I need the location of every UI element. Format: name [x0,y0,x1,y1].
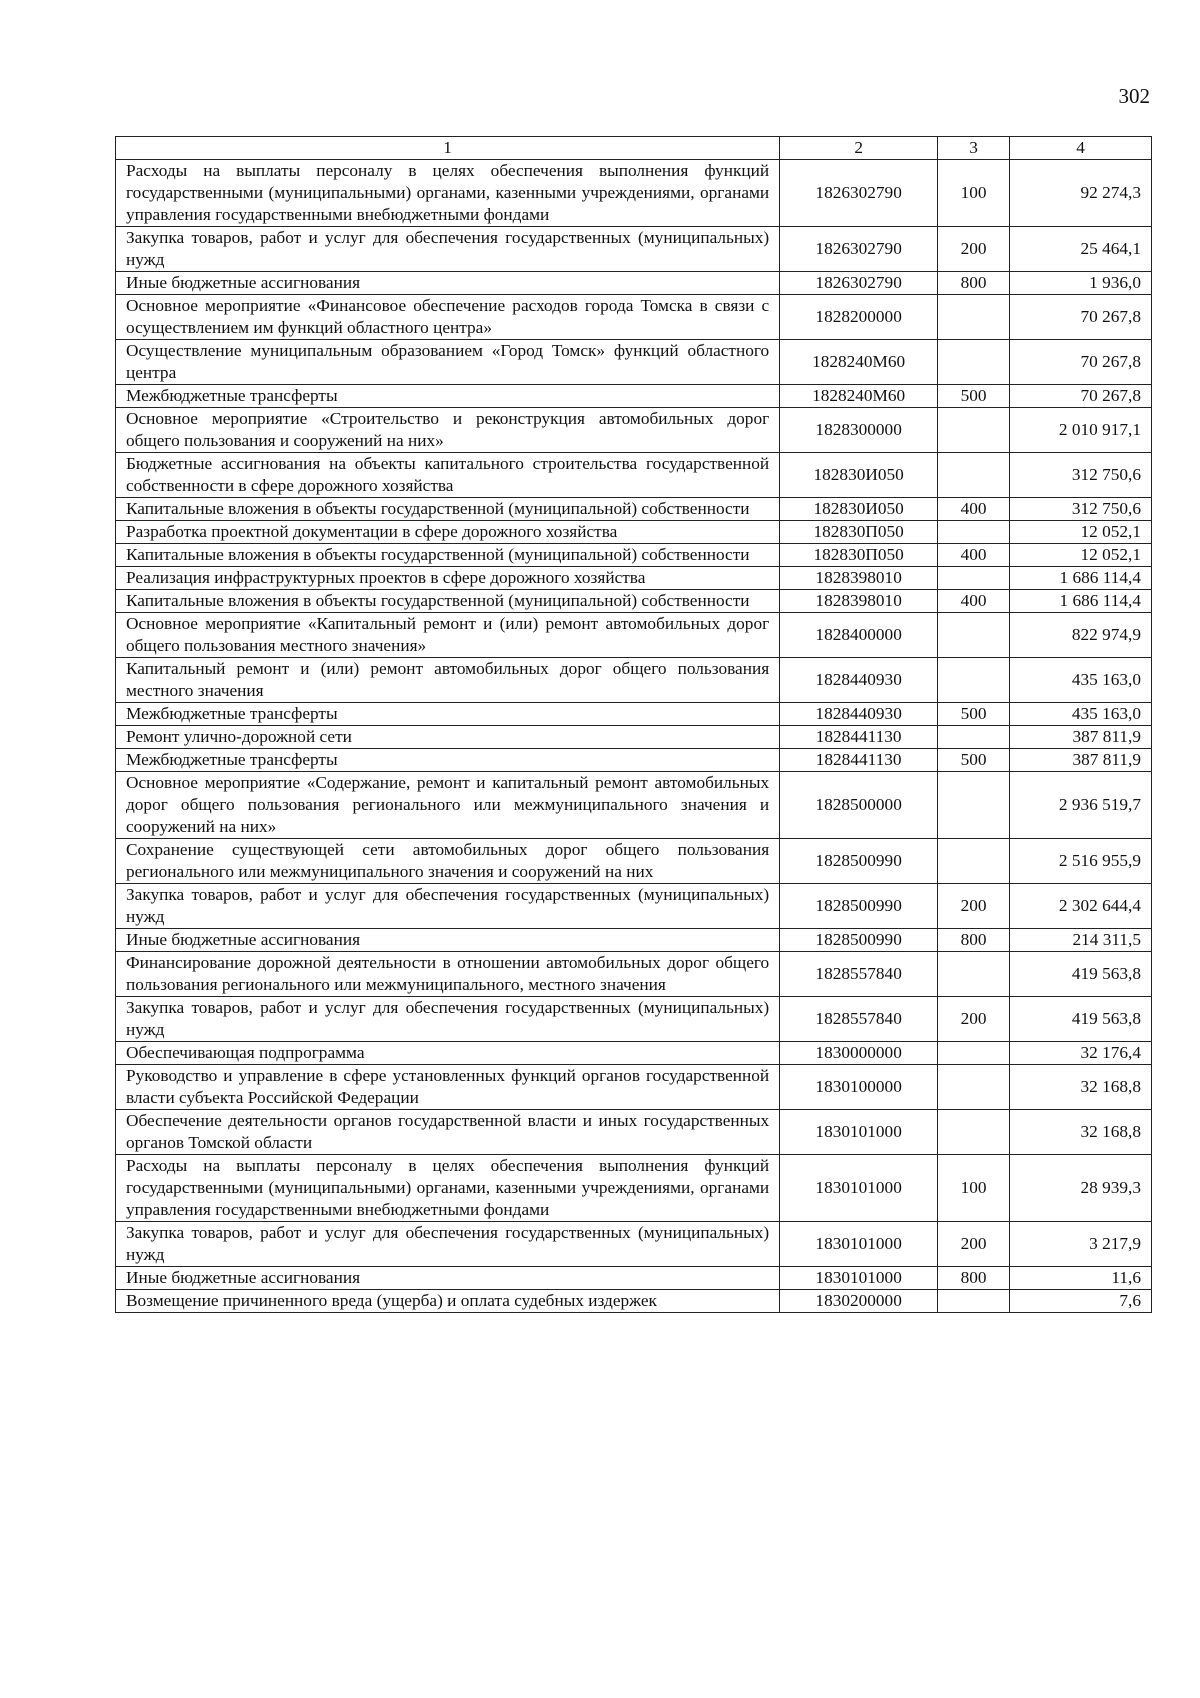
row-expense-type [938,1290,1010,1313]
row-code: 182830И050 [780,498,938,521]
row-expense-type [938,1110,1010,1155]
row-amount: 1 936,0 [1010,272,1152,295]
row-description: Закупка товаров, работ и услуг для обеспечения государственных (муниципальных) нужд [116,997,780,1042]
row-amount: 387 811,9 [1010,726,1152,749]
row-amount: 32 168,8 [1010,1065,1152,1110]
row-expense-type [938,613,1010,658]
row-code: 1830101000 [780,1222,938,1267]
row-amount: 92 274,3 [1010,160,1152,227]
row-amount: 1 686 114,4 [1010,590,1152,613]
table-row [116,408,1152,453]
table-row [116,1155,1152,1222]
row-description: Межбюджетные трансферты [116,703,780,726]
row-amount: 11,6 [1010,1267,1152,1290]
row-description: Основное мероприятие «Содержание, ремонт и капитальный ремонт автомобильных дорог общего пользования регионального или межмуниципального значения и сооружений на них» [116,772,780,839]
row-expense-type: 200 [938,227,1010,272]
table-row [116,567,1152,590]
row-code: 1828441130 [780,749,938,772]
table-row [116,521,1152,544]
row-code: 1828441130 [780,726,938,749]
row-code: 1826302790 [780,272,938,295]
row-description: Расходы на выплаты персоналу в целях обеспечения выполнения функций государственными (муниципальными) органами, казенными учреждениями, органами управления государственными внебюджетными фондами [116,1155,780,1222]
row-expense-type [938,567,1010,590]
table-row [116,1267,1152,1290]
table-row [116,839,1152,884]
table-row [116,703,1152,726]
row-description: Основное мероприятие «Финансовое обеспечение расходов города Томска в связи с осуществлением им функций областного центра» [116,295,780,340]
table-row [116,658,1152,703]
row-amount: 32 168,8 [1010,1110,1152,1155]
row-description: Финансирование дорожной деятельности в отношении автомобильных дорог общего пользования регионального или межмуниципального, местного значения [116,952,780,997]
row-description: Реализация инфраструктурных проектов в сфере дорожного хозяйства [116,567,780,590]
row-amount: 214 311,5 [1010,929,1152,952]
table-row [116,544,1152,567]
row-description: Обеспечивающая подпрограмма [116,1042,780,1065]
row-description: Межбюджетные трансферты [116,749,780,772]
row-code: 1830101000 [780,1267,938,1290]
table-row [116,498,1152,521]
row-amount: 435 163,0 [1010,658,1152,703]
table-row [116,929,1152,952]
row-amount: 28 939,3 [1010,1155,1152,1222]
row-expense-type: 200 [938,1222,1010,1267]
row-code: 1828200000 [780,295,938,340]
row-expense-type: 400 [938,498,1010,521]
row-description: Иные бюджетные ассигнования [116,929,780,952]
table-row [116,385,1152,408]
row-code: 1828557840 [780,952,938,997]
header-row [116,137,1152,160]
row-expense-type [938,726,1010,749]
row-code: 1828400000 [780,613,938,658]
row-description: Капитальный ремонт и (или) ремонт автомобильных дорог общего пользования местного значения [116,658,780,703]
row-amount: 32 176,4 [1010,1042,1152,1065]
table-row [116,1290,1152,1313]
table-row [116,613,1152,658]
row-code: 1828500000 [780,772,938,839]
table-row [116,453,1152,498]
row-amount: 312 750,6 [1010,498,1152,521]
table-row [116,997,1152,1042]
row-amount: 312 750,6 [1010,453,1152,498]
row-code: 1828500990 [780,839,938,884]
row-code: 1828240М60 [780,385,938,408]
row-description: Закупка товаров, работ и услуг для обеспечения государственных (муниципальных) нужд [116,884,780,929]
header-col-1: 1 [116,137,780,160]
row-code: 182830П050 [780,521,938,544]
row-code: 1828440930 [780,703,938,726]
row-amount: 2 010 917,1 [1010,408,1152,453]
row-description: Капитальные вложения в объекты государственной (муниципальной) собственности [116,590,780,613]
table-row [116,1065,1152,1110]
header-col-2: 2 [780,137,938,160]
row-code: 1828557840 [780,997,938,1042]
row-amount: 387 811,9 [1010,749,1152,772]
row-description: Иные бюджетные ассигнования [116,272,780,295]
header-col-4: 4 [1010,137,1152,160]
row-code: 1828398010 [780,590,938,613]
row-description: Сохранение существующей сети автомобильных дорог общего пользования регионального или межмуниципального значения и сооружений на них [116,839,780,884]
row-description: Закупка товаров, работ и услуг для обеспечения государственных (муниципальных) нужд [116,227,780,272]
row-description: Капитальные вложения в объекты государственной (муниципальной) собственности [116,544,780,567]
row-expense-type: 100 [938,160,1010,227]
row-expense-type [938,408,1010,453]
row-code: 1830101000 [780,1155,938,1222]
row-description: Расходы на выплаты персоналу в целях обеспечения выполнения функций государственными (муниципальными) органами, казенными учреждениями, органами управления государственными внебюджетными фондами [116,160,780,227]
row-expense-type [938,839,1010,884]
row-code: 1828300000 [780,408,938,453]
page-number: 302 [1118,84,1150,108]
row-amount: 3 217,9 [1010,1222,1152,1267]
row-code: 1830200000 [780,1290,938,1313]
row-amount: 70 267,8 [1010,295,1152,340]
row-code: 1828240М60 [780,340,938,385]
row-code: 1828500990 [780,929,938,952]
row-expense-type [938,521,1010,544]
row-description: Основное мероприятие «Капитальный ремонт и (или) ремонт автомобильных дорог общего пользования местного значения» [116,613,780,658]
row-description: Разработка проектной документации в сфере дорожного хозяйства [116,521,780,544]
row-code: 182830П050 [780,544,938,567]
row-expense-type: 500 [938,703,1010,726]
table-row [116,1042,1152,1065]
row-description: Капитальные вложения в объекты государственной (муниципальной) собственности [116,498,780,521]
row-amount: 419 563,8 [1010,952,1152,997]
header-col-3: 3 [938,137,1010,160]
row-expense-type [938,772,1010,839]
row-description: Обеспечение деятельности органов государственной власти и иных государственных органов Томской области [116,1110,780,1155]
row-description: Межбюджетные трансферты [116,385,780,408]
row-amount: 1 686 114,4 [1010,567,1152,590]
row-amount: 70 267,8 [1010,340,1152,385]
row-expense-type [938,295,1010,340]
table-row [116,160,1152,227]
row-code: 1828398010 [780,567,938,590]
row-expense-type: 200 [938,884,1010,929]
row-expense-type: 800 [938,929,1010,952]
row-code: 1826302790 [780,227,938,272]
row-expense-type: 100 [938,1155,1010,1222]
row-code: 1830100000 [780,1065,938,1110]
row-code: 1828500990 [780,884,938,929]
row-amount: 70 267,8 [1010,385,1152,408]
table-row [116,1222,1152,1267]
row-expense-type [938,1065,1010,1110]
row-expense-type [938,952,1010,997]
row-expense-type: 400 [938,590,1010,613]
row-description: Закупка товаров, работ и услуг для обеспечения государственных (муниципальных) нужд [116,1222,780,1267]
row-expense-type: 400 [938,544,1010,567]
row-amount: 25 464,1 [1010,227,1152,272]
row-code: 1828440930 [780,658,938,703]
table-header [116,137,1152,160]
row-description: Ремонт улично-дорожной сети [116,726,780,749]
row-code: 182830И050 [780,453,938,498]
table-row [116,1110,1152,1155]
row-expense-type: 500 [938,385,1010,408]
row-expense-type [938,453,1010,498]
row-code: 1830101000 [780,1110,938,1155]
row-expense-type [938,1042,1010,1065]
table-row [116,272,1152,295]
row-code: 1830000000 [780,1042,938,1065]
row-amount: 12 052,1 [1010,544,1152,567]
row-expense-type: 800 [938,1267,1010,1290]
row-expense-type [938,658,1010,703]
row-amount: 2 302 644,4 [1010,884,1152,929]
row-description: Возмещение причиненного вреда (ущерба) и оплата судебных издержек [116,1290,780,1313]
table-row [116,726,1152,749]
row-amount: 822 974,9 [1010,613,1152,658]
row-expense-type [938,340,1010,385]
row-amount: 2 936 519,7 [1010,772,1152,839]
row-expense-type: 800 [938,272,1010,295]
row-amount: 7,6 [1010,1290,1152,1313]
row-code: 1826302790 [780,160,938,227]
table-row [116,749,1152,772]
table-row [116,884,1152,929]
row-amount: 435 163,0 [1010,703,1152,726]
row-description: Основное мероприятие «Строительство и реконструкция автомобильных дорог общего пользования и сооружений на них» [116,408,780,453]
table-body [116,160,1152,1313]
table-row [116,952,1152,997]
row-amount: 12 052,1 [1010,521,1152,544]
row-amount: 2 516 955,9 [1010,839,1152,884]
row-description: Осуществление муниципальным образованием «Город Томск» функций областного центра [116,340,780,385]
row-amount: 419 563,8 [1010,997,1152,1042]
table-row [116,295,1152,340]
table-row [116,590,1152,613]
table-row [116,340,1152,385]
row-expense-type: 500 [938,749,1010,772]
table-row [116,772,1152,839]
row-description: Бюджетные ассигнования на объекты капитального строительства государственной собственности в сфере дорожного хозяйства [116,453,780,498]
row-expense-type: 200 [938,997,1010,1042]
budget-table [115,136,1152,1313]
table-row [116,227,1152,272]
row-description: Иные бюджетные ассигнования [116,1267,780,1290]
row-description: Руководство и управление в сфере установленных функций органов государственной власти субъекта Российской Федерации [116,1065,780,1110]
